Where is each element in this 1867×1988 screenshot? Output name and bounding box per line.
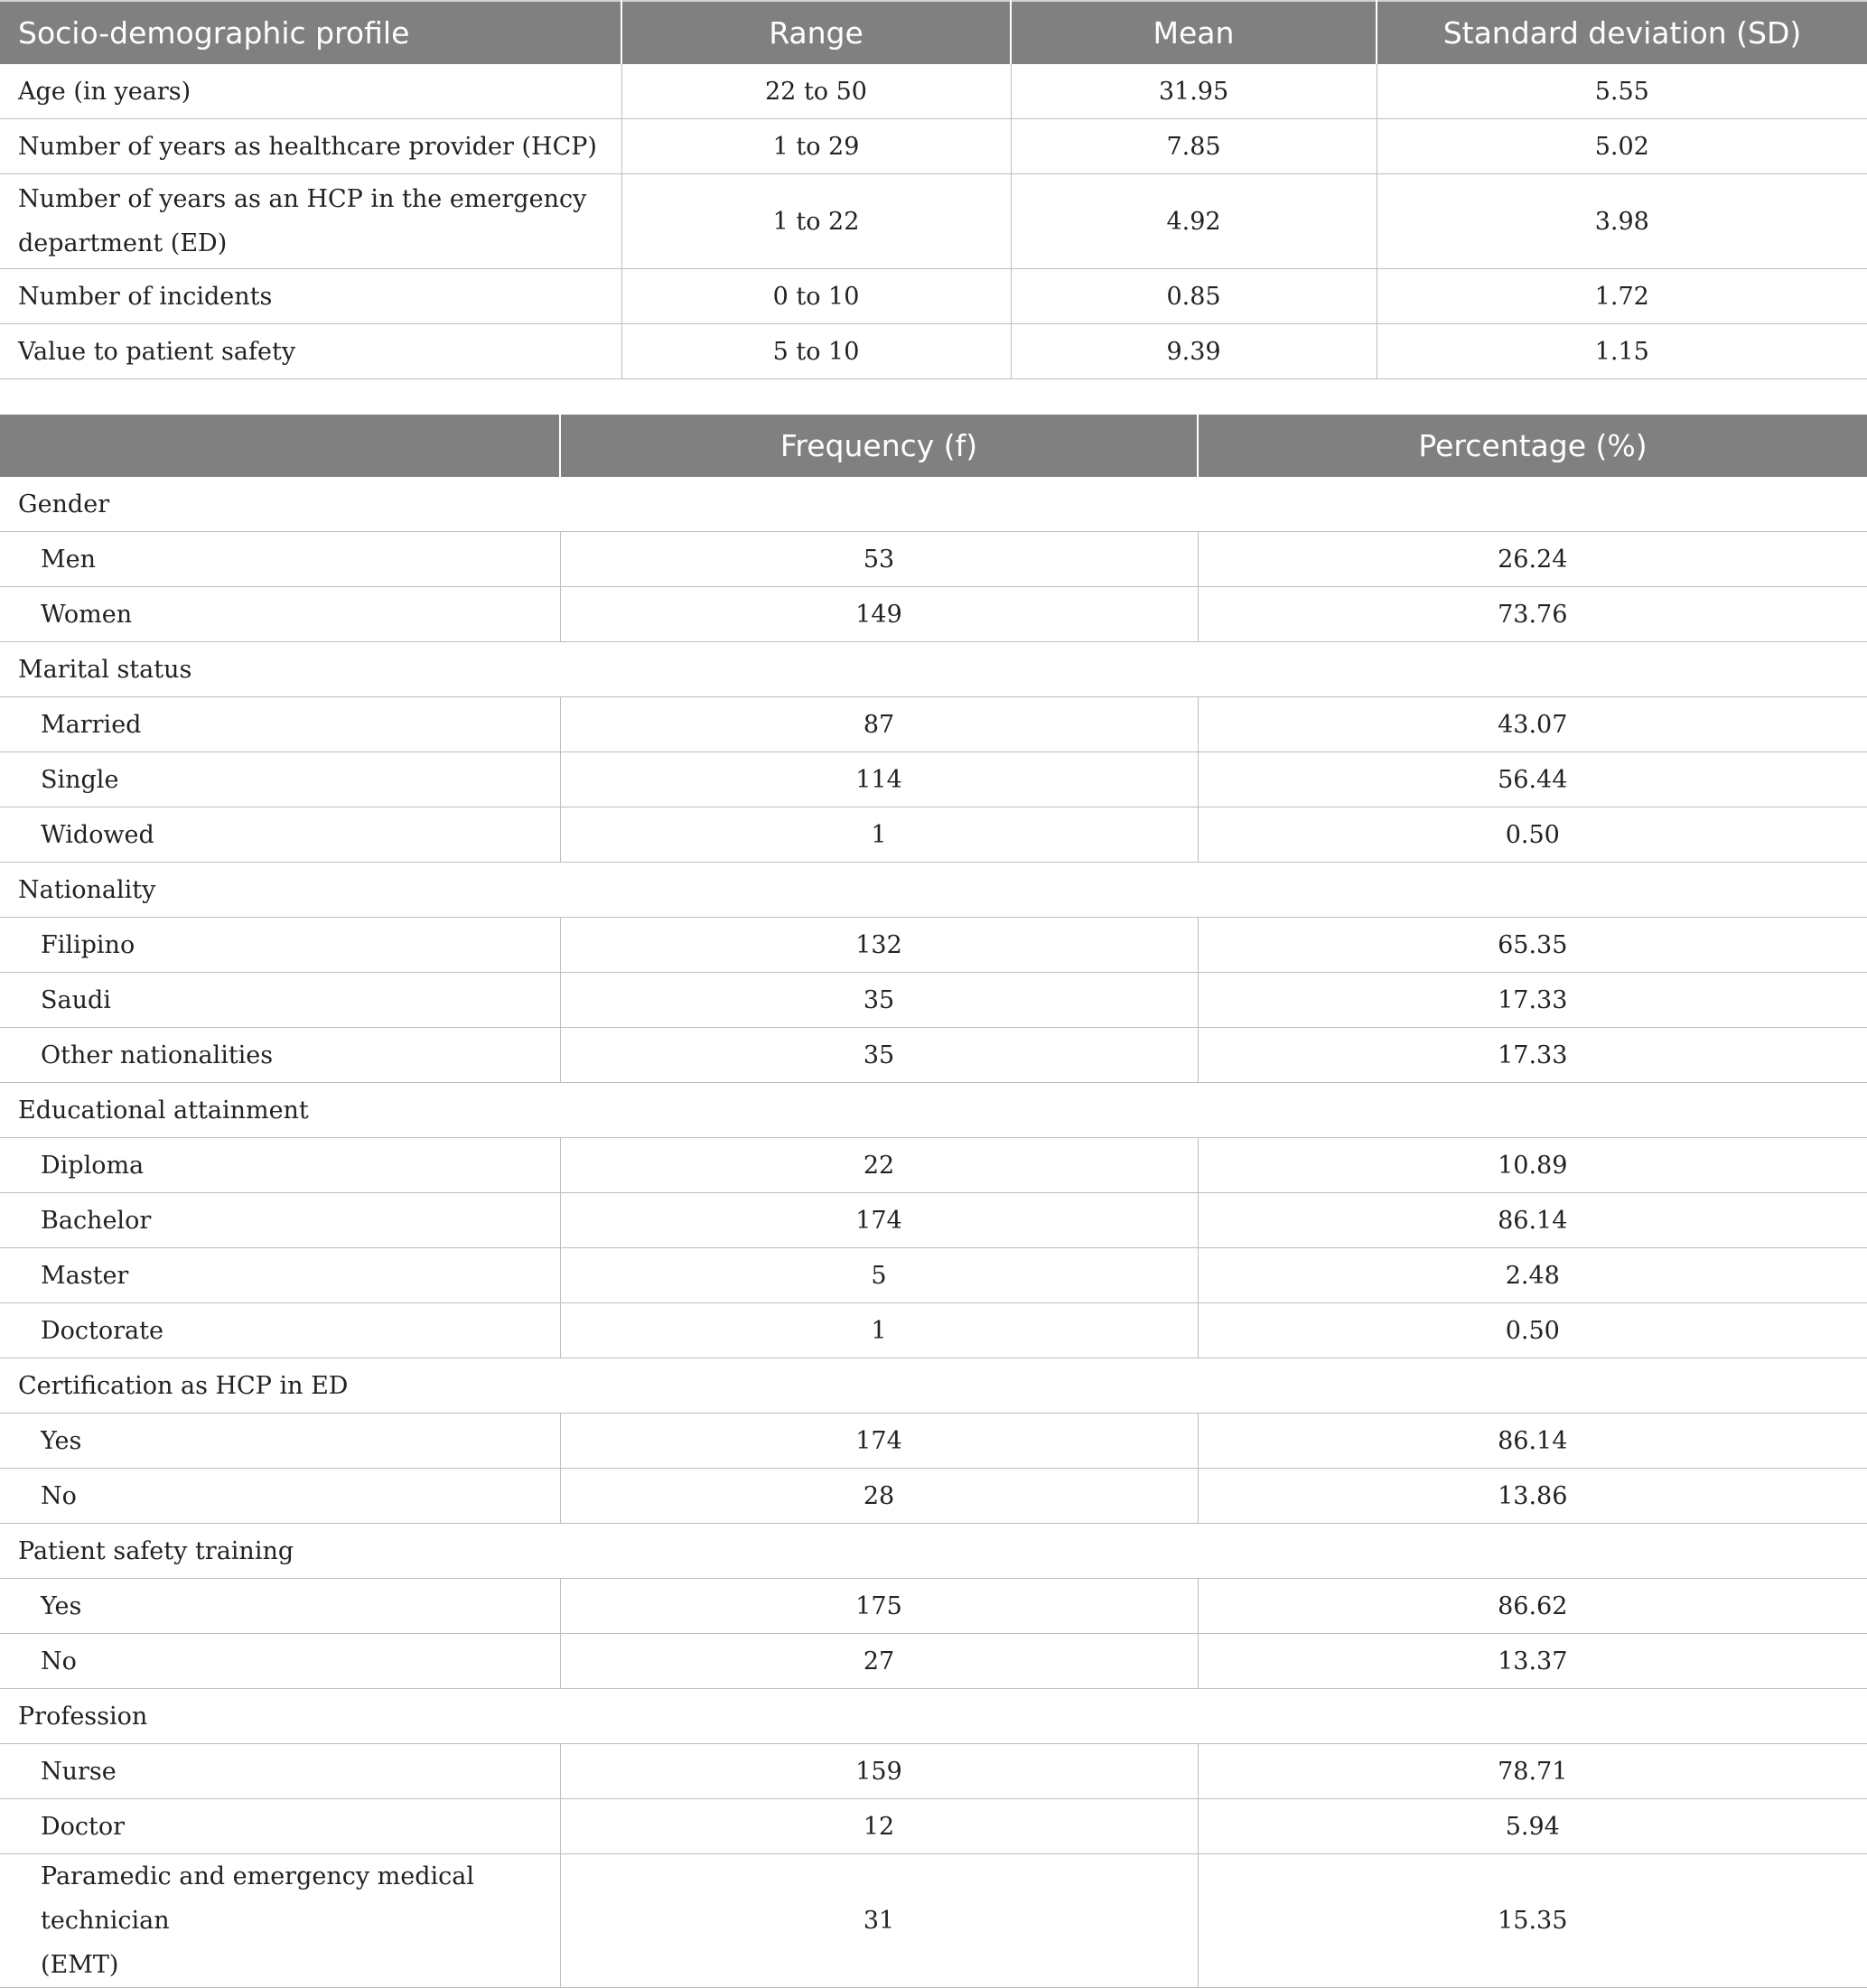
range-cell: 5 to 10 xyxy=(621,324,1011,379)
percentage-cell: 5.94 xyxy=(1198,1799,1867,1854)
table-row xyxy=(0,324,1867,379)
table-row xyxy=(0,697,1867,752)
percentage-cell: 86.14 xyxy=(1198,1193,1867,1248)
table-row xyxy=(0,269,1867,324)
frequency-cell: 27 xyxy=(560,1634,1198,1689)
table-row xyxy=(0,1634,1867,1689)
categorical-profile-table xyxy=(0,415,1867,1988)
row-label-line: Number of years as an HCP in the emergency xyxy=(18,185,587,213)
section-row xyxy=(0,642,1867,697)
row-label: Other nationalities xyxy=(0,1028,560,1083)
frequency-cell: 31 xyxy=(560,1854,1198,1988)
section-row xyxy=(0,863,1867,918)
row-label: Filipino xyxy=(0,918,560,973)
row-label: Age (in years) xyxy=(0,64,621,119)
row-label xyxy=(0,1854,560,1988)
section-row xyxy=(0,1083,1867,1138)
frequency-cell: 132 xyxy=(560,918,1198,973)
mean-cell: 7.85 xyxy=(1011,119,1377,174)
row-label: Women xyxy=(0,587,560,642)
sd-cell: 5.02 xyxy=(1377,119,1867,174)
row-label: Doctorate xyxy=(0,1303,560,1358)
table-row xyxy=(0,1028,1867,1083)
row-label: Yes xyxy=(0,1414,560,1469)
column-header-category xyxy=(0,415,560,477)
row-label: Value to patient safety xyxy=(0,324,621,379)
frequency-cell: 159 xyxy=(560,1744,1198,1799)
frequency-cell: 175 xyxy=(560,1579,1198,1634)
frequency-cell: 53 xyxy=(560,532,1198,587)
column-header-mean: Mean xyxy=(1011,1,1377,64)
percentage-cell: 0.50 xyxy=(1198,1303,1867,1358)
section-title: Nationality xyxy=(0,863,1867,918)
column-header-profile: Socio-demographic profile xyxy=(0,1,621,64)
frequency-cell: 35 xyxy=(560,973,1198,1028)
row-label: Number of years as healthcare provider (HCP) xyxy=(0,119,621,174)
row-label: Widowed xyxy=(0,807,560,863)
row-label: Saudi xyxy=(0,973,560,1028)
table-row xyxy=(0,1303,1867,1358)
column-header-percentage: Percentage (%) xyxy=(1198,415,1867,477)
row-label: No xyxy=(0,1634,560,1689)
range-cell: 1 to 29 xyxy=(621,119,1011,174)
percentage-cell: 17.33 xyxy=(1198,973,1867,1028)
table-header-row xyxy=(0,1,1867,64)
row-label-line: department (ED) xyxy=(18,229,228,257)
frequency-cell: 5 xyxy=(560,1248,1198,1303)
row-label: Number of incidents xyxy=(0,269,621,324)
section-title: Patient safety training xyxy=(0,1524,1867,1579)
sd-cell: 3.98 xyxy=(1377,174,1867,269)
table-row xyxy=(0,532,1867,587)
section-title: Profession xyxy=(0,1689,1867,1744)
percentage-cell: 73.76 xyxy=(1198,587,1867,642)
frequency-cell: 174 xyxy=(560,1414,1198,1469)
frequency-cell: 174 xyxy=(560,1193,1198,1248)
percentage-cell: 65.35 xyxy=(1198,918,1867,973)
frequency-cell: 149 xyxy=(560,587,1198,642)
row-label: Doctor xyxy=(0,1799,560,1854)
section-title: Certification as HCP in ED xyxy=(0,1358,1867,1414)
row-label-line: (EMT) xyxy=(41,1951,119,1979)
sd-cell: 1.72 xyxy=(1377,269,1867,324)
table-row xyxy=(0,1854,1867,1988)
table-row xyxy=(0,1414,1867,1469)
table-row xyxy=(0,587,1867,642)
table-row xyxy=(0,973,1867,1028)
percentage-cell: 13.86 xyxy=(1198,1469,1867,1524)
table-row xyxy=(0,1193,1867,1248)
range-cell: 0 to 10 xyxy=(621,269,1011,324)
table-row xyxy=(0,752,1867,807)
sd-cell: 5.55 xyxy=(1377,64,1867,119)
frequency-cell: 114 xyxy=(560,752,1198,807)
table-row xyxy=(0,1579,1867,1634)
percentage-cell: 26.24 xyxy=(1198,532,1867,587)
range-cell: 1 to 22 xyxy=(621,174,1011,269)
row-label xyxy=(0,174,621,269)
percentage-cell: 13.37 xyxy=(1198,1634,1867,1689)
table-row xyxy=(0,174,1867,269)
table-row xyxy=(0,1248,1867,1303)
row-label: Single xyxy=(0,752,560,807)
frequency-cell: 12 xyxy=(560,1799,1198,1854)
section-row xyxy=(0,477,1867,532)
percentage-cell: 2.48 xyxy=(1198,1248,1867,1303)
percentage-cell: 10.89 xyxy=(1198,1138,1867,1193)
range-cell: 22 to 50 xyxy=(621,64,1011,119)
table-row xyxy=(0,119,1867,174)
sd-cell: 1.15 xyxy=(1377,324,1867,379)
section-row xyxy=(0,1524,1867,1579)
mean-cell: 4.92 xyxy=(1011,174,1377,269)
table-row xyxy=(0,64,1867,119)
row-label: Nurse xyxy=(0,1744,560,1799)
percentage-cell: 78.71 xyxy=(1198,1744,1867,1799)
section-row xyxy=(0,1358,1867,1414)
section-title: Gender xyxy=(0,477,1867,532)
mean-cell: 0.85 xyxy=(1011,269,1377,324)
mean-cell: 9.39 xyxy=(1011,324,1377,379)
frequency-cell: 1 xyxy=(560,807,1198,863)
frequency-cell: 1 xyxy=(560,1303,1198,1358)
row-label-line: Paramedic and emergency medical technician xyxy=(41,1862,475,1935)
percentage-cell: 0.50 xyxy=(1198,807,1867,863)
column-header-frequency: Frequency (f) xyxy=(560,415,1198,477)
section-title: Marital status xyxy=(0,642,1867,697)
frequency-cell: 35 xyxy=(560,1028,1198,1083)
percentage-cell: 86.14 xyxy=(1198,1414,1867,1469)
percentage-cell: 86.62 xyxy=(1198,1579,1867,1634)
section-row xyxy=(0,1689,1867,1744)
frequency-cell: 28 xyxy=(560,1469,1198,1524)
percentage-cell: 15.35 xyxy=(1198,1854,1867,1988)
table-row xyxy=(0,807,1867,863)
column-header-sd: Standard deviation (SD) xyxy=(1377,1,1867,64)
frequency-cell: 22 xyxy=(560,1138,1198,1193)
table-row xyxy=(0,1799,1867,1854)
row-label: Bachelor xyxy=(0,1193,560,1248)
row-label: Yes xyxy=(0,1579,560,1634)
row-label: Married xyxy=(0,697,560,752)
table-row xyxy=(0,1469,1867,1524)
percentage-cell: 17.33 xyxy=(1198,1028,1867,1083)
percentage-cell: 56.44 xyxy=(1198,752,1867,807)
row-label: Diploma xyxy=(0,1138,560,1193)
row-label: Master xyxy=(0,1248,560,1303)
column-header-range: Range xyxy=(621,1,1011,64)
row-label: No xyxy=(0,1469,560,1524)
table-row xyxy=(0,918,1867,973)
row-label: Men xyxy=(0,532,560,587)
continuous-profile-table xyxy=(0,0,1867,379)
frequency-cell: 87 xyxy=(560,697,1198,752)
mean-cell: 31.95 xyxy=(1011,64,1377,119)
section-title: Educational attainment xyxy=(0,1083,1867,1138)
percentage-cell: 43.07 xyxy=(1198,697,1867,752)
table-header-row xyxy=(0,415,1867,477)
table-row xyxy=(0,1744,1867,1799)
table-row xyxy=(0,1138,1867,1193)
